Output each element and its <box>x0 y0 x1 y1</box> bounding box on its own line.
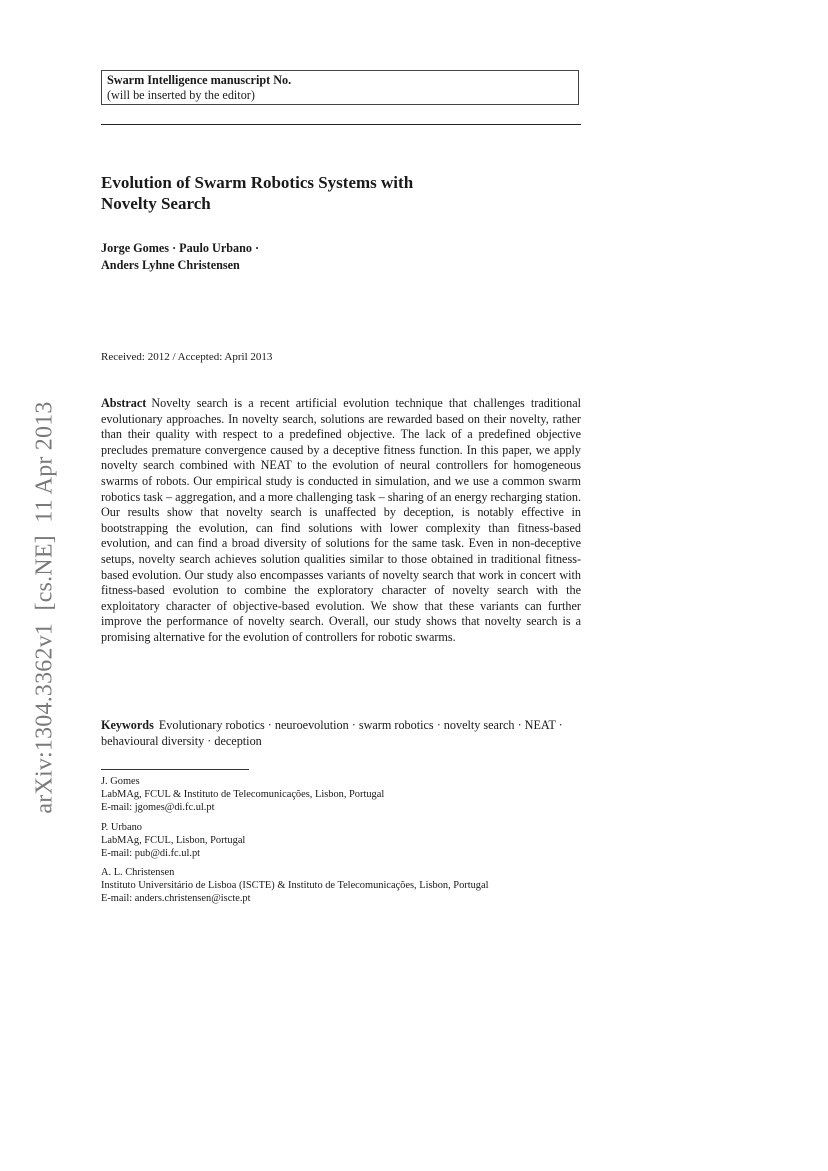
arxiv-side-stamp <box>22 372 68 842</box>
footnote-rule <box>101 769 249 770</box>
authors-line-2: Anders Lyhne Christensen <box>101 258 240 272</box>
affiliation-email: E-mail: anders.christensen@iscte.pt <box>101 893 251 904</box>
author-list <box>101 240 581 274</box>
authors-line-1: Jorge Gomes · Paulo Urbano · <box>101 241 260 255</box>
affiliation-institution: LabMAg, FCUL & Instituto de Telecomunicações, Lisbon, Portugal <box>101 789 385 800</box>
affiliation-email: E-mail: pub@di.fc.ul.pt <box>101 848 201 859</box>
journal-line: Swarm Intelligence manuscript No. <box>107 73 292 87</box>
affiliation-institution: Instituto Universitário de Lisboa (ISCTE) & Instituto de Telecomunicações, Lisbon, Portugal <box>101 880 489 891</box>
title-line-1: Evolution of Swarm Robotics Systems with <box>101 173 414 192</box>
affiliation-name: J. Gomes <box>101 776 140 787</box>
affiliation-name: A. L. Christensen <box>101 867 175 878</box>
arxiv-identifier: arXiv:1304.3362v1 [cs.NE] 11 Apr 2013 <box>31 400 58 814</box>
affiliation-institution: LabMAg, FCUL, Lisbon, Portugal <box>101 835 246 846</box>
title-line-2: Novelty Search <box>101 194 211 213</box>
keywords-label: Keywords <box>101 718 154 732</box>
received-accepted-dates: Received: 2012 / Accepted: April 2013 <box>101 351 273 363</box>
abstract-text: Novelty search is a recent artificial evolution technique that challenges traditional evolutionary approaches. In novelty search, solutions are rewarded based on their novelty, rather than their quality with respect to a predefined objective. The lack of a predefined objective precludes premature convergence caused by a deceptive fitness function. In this paper, we apply novelty search combined with NEAT to the evolution of neural controllers for homogeneous swarms of robots. Our empirical study is conducted in simulation, and we use a common swarm robotics task – aggregation, and a more challenging task – sharing of an energy recharging station. Our results show that novelty search is unaffected by deception, is notably effective in bootstrapping the evolution, can find solutions with lower complexity than fitness-based evolution, and can find a broad diversity of solutions for the same task. Even in non-deceptive setups, novelty search achieves solution qualities similar to those obtained in traditional fitness-based evolution. Our study also encompasses variants of novelty search that work in concert with fitness-based evolution to combine the exploratory character of novelty search with the exploitatory character of objective-based evolution. We show that these variants can further improve the performance of novelty search. Overall, our study shows that novelty search is a promising alternative for the evolution of controllers for robotic swarms. <box>101 396 581 644</box>
manuscript-header-box <box>101 70 579 105</box>
affiliation-name: P. Urbano <box>101 822 142 833</box>
keywords <box>101 717 581 749</box>
abstract <box>101 396 581 646</box>
editor-line: (will be inserted by the editor) <box>107 88 255 102</box>
header-rule <box>101 124 581 125</box>
affiliation-email: E-mail: jgomes@di.fc.ul.pt <box>101 802 215 813</box>
affiliation-urbano <box>101 821 591 860</box>
abstract-label: Abstract <box>101 396 147 410</box>
keywords-text: Evolutionary robotics · neuroevolution · swarm robotics · novelty search · NEAT · behavioural diversity · deception <box>101 718 563 748</box>
paper-title <box>101 172 581 214</box>
affiliation-gomes <box>101 775 591 814</box>
affiliation-christensen <box>101 866 591 905</box>
